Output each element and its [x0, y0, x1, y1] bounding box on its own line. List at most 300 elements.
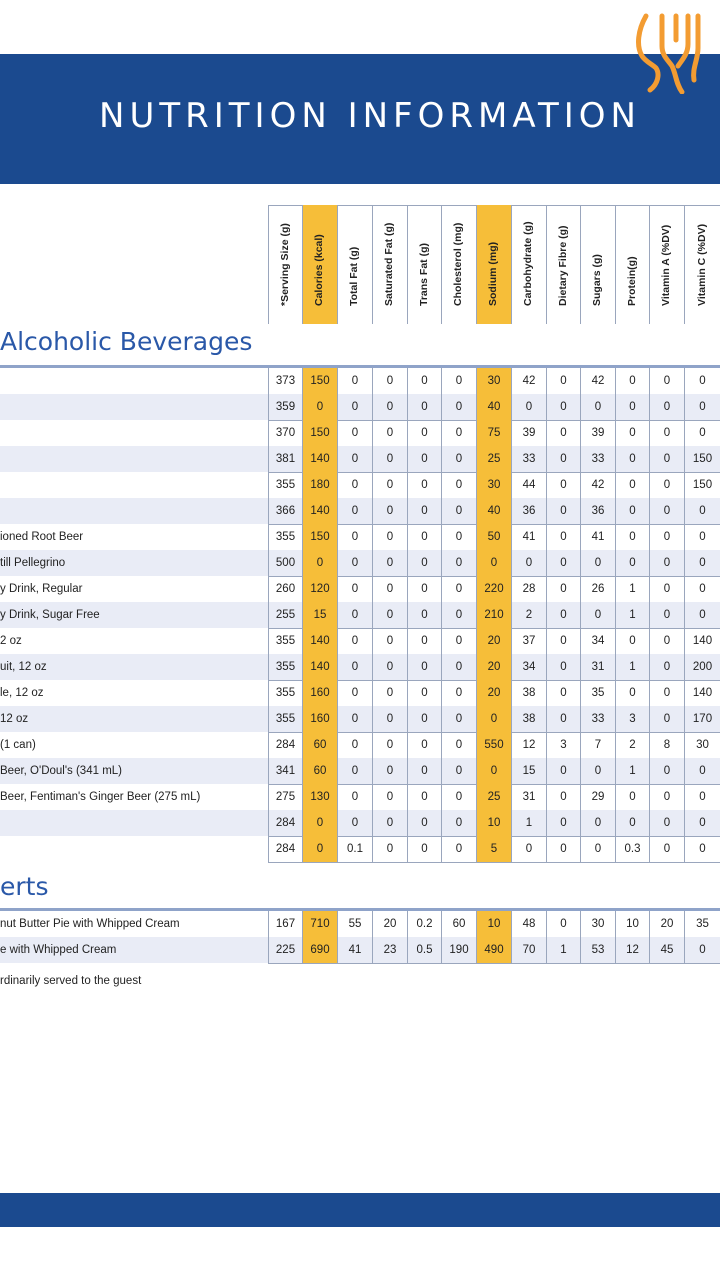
table-cell: 0 [649, 576, 684, 602]
table-cell: 0 [546, 524, 580, 550]
column-header-label: Trans Fat (g) [417, 242, 430, 306]
table-cell: 0 [372, 680, 407, 706]
table-cell: 0 [337, 628, 372, 654]
table-cell: 48 [511, 911, 546, 937]
table-cell: 0 [615, 628, 649, 654]
table-cell: 0.2 [407, 911, 441, 937]
table-cell: 0 [684, 368, 720, 394]
table-cell: 26 [580, 576, 615, 602]
table-cell: 0 [337, 550, 372, 576]
table-cell: 3 [546, 732, 580, 758]
table-cell: 42 [511, 368, 546, 394]
table-row [0, 680, 720, 706]
table-cell: 355 [268, 654, 302, 680]
table-cell: 20 [372, 911, 407, 937]
table-cell: 30 [476, 368, 511, 394]
table-cell: 0 [407, 472, 441, 498]
table-cell: 0 [546, 394, 580, 420]
table-cell: 0 [684, 836, 720, 862]
table-cell: 120 [302, 576, 337, 602]
table-cell: 0 [407, 368, 441, 394]
table-cell: 0 [649, 706, 684, 732]
table-cell: 0 [337, 368, 372, 394]
table-cell: 130 [302, 784, 337, 810]
table-cell: 5 [476, 836, 511, 862]
table-cell: 210 [476, 602, 511, 628]
table-cell: 0 [649, 836, 684, 862]
table-cell: 36 [511, 498, 546, 524]
table-cell: 0 [615, 446, 649, 472]
table-cell: 0 [441, 368, 476, 394]
item-name: uit, 12 oz [0, 661, 47, 673]
table-cell: 31 [511, 784, 546, 810]
table-cell: 150 [302, 524, 337, 550]
table-cell: 28 [511, 576, 546, 602]
table-cell: 0 [546, 368, 580, 394]
table-cell: 0 [372, 758, 407, 784]
table-cell: 41 [580, 524, 615, 550]
table-cell: 0 [337, 576, 372, 602]
table-cell: 0 [615, 810, 649, 836]
table-row [0, 732, 720, 758]
row-divider [268, 862, 720, 863]
table-cell: 0 [615, 550, 649, 576]
table-cell: 690 [302, 937, 337, 963]
table-cell: 0 [441, 420, 476, 446]
table-cell: 0 [407, 654, 441, 680]
table-cell: 0 [407, 394, 441, 420]
table-cell: 0 [407, 602, 441, 628]
table-cell: 0 [372, 524, 407, 550]
table-row [0, 472, 720, 498]
item-name: y Drink, Sugar Free [0, 609, 100, 621]
table-cell: 0 [407, 498, 441, 524]
table-cell: 0 [372, 472, 407, 498]
table-cell: 0 [615, 420, 649, 446]
table-cell: 75 [476, 420, 511, 446]
row-divider [268, 963, 720, 964]
table-cell: 0 [337, 784, 372, 810]
table-cell: 1 [615, 602, 649, 628]
table-cell: 0 [302, 394, 337, 420]
table-cell: 0 [649, 446, 684, 472]
table-cell: 180 [302, 472, 337, 498]
table-cell: 0 [372, 836, 407, 862]
table-cell: 0 [511, 394, 546, 420]
table-row [0, 628, 720, 654]
table-cell: 0 [441, 394, 476, 420]
table-cell: 200 [684, 654, 720, 680]
table-cell: 0 [302, 836, 337, 862]
table-cell: 41 [511, 524, 546, 550]
table-cell: 1 [546, 937, 580, 963]
table-cell: 0 [684, 602, 720, 628]
table-cell: 0 [372, 498, 407, 524]
table-cell: 0 [337, 446, 372, 472]
table-cell: 31 [580, 654, 615, 680]
table-cell: 36 [580, 498, 615, 524]
table-cell: 60 [302, 758, 337, 784]
table-cell: 0 [615, 680, 649, 706]
table-cell: 0 [372, 420, 407, 446]
table-cell: 0 [372, 602, 407, 628]
table-cell: 0 [580, 602, 615, 628]
table-cell: 2 [615, 732, 649, 758]
table-cell: 10 [476, 810, 511, 836]
table-cell: 500 [268, 550, 302, 576]
column-header-label: Vitamin C (%DV) [695, 223, 708, 306]
table-cell: 0 [649, 758, 684, 784]
table-cell: 355 [268, 680, 302, 706]
table-cell: 0 [372, 654, 407, 680]
table-cell: 160 [302, 680, 337, 706]
table-cell: 0 [546, 602, 580, 628]
table-cell: 0 [337, 602, 372, 628]
table-cell: 0 [337, 420, 372, 446]
table-cell: 10 [476, 911, 511, 937]
table-cell: 0 [372, 706, 407, 732]
page-title [0, 96, 720, 136]
table-cell: 0 [337, 472, 372, 498]
table-cell: 0 [649, 394, 684, 420]
table-cell: 355 [268, 524, 302, 550]
table-cell: 0 [441, 576, 476, 602]
table-cell: 170 [684, 706, 720, 732]
item-name: y Drink, Regular [0, 583, 83, 595]
table-cell: 1 [615, 654, 649, 680]
table-cell: 0 [337, 810, 372, 836]
table-row [0, 368, 720, 394]
table-cell: 373 [268, 368, 302, 394]
table-cell: 0 [649, 628, 684, 654]
table-cell: 0 [615, 472, 649, 498]
table-cell: 0 [441, 706, 476, 732]
table-cell: 41 [337, 937, 372, 963]
table-cell: 0 [372, 550, 407, 576]
table-cell: 0 [441, 472, 476, 498]
column-header [684, 205, 720, 324]
table-cell: 0 [337, 758, 372, 784]
table-cell: 1 [615, 576, 649, 602]
table-cell: 0 [649, 498, 684, 524]
table-cell: 0 [441, 784, 476, 810]
column-header-label: Protein(g) [625, 256, 638, 306]
table-row [0, 524, 720, 550]
item-name: nut Butter Pie with Whipped Cream [0, 918, 180, 930]
table-cell: 0 [407, 758, 441, 784]
table-cell: 0 [372, 368, 407, 394]
table-row [0, 446, 720, 472]
table-cell: 55 [337, 911, 372, 937]
table-cell: 355 [268, 706, 302, 732]
table-cell: 15 [302, 602, 337, 628]
column-header [302, 205, 337, 324]
table-cell: 255 [268, 602, 302, 628]
table-cell: 45 [649, 937, 684, 963]
table-cell: 0 [407, 680, 441, 706]
table-cell: 0 [476, 758, 511, 784]
table-cell: 359 [268, 394, 302, 420]
table-cell: 0 [546, 498, 580, 524]
table-cell: 33 [511, 446, 546, 472]
fork-logo-icon [632, 10, 704, 94]
item-name: 2 oz [0, 635, 22, 647]
item-name: Beer, O'Doul's (341 mL) [0, 765, 122, 777]
table-cell: 0 [615, 524, 649, 550]
table-cell: 50 [476, 524, 511, 550]
table-cell: 60 [302, 732, 337, 758]
column-header-label: Saturated Fat (g) [383, 222, 395, 306]
table-cell: 220 [476, 576, 511, 602]
table-cell: 0 [407, 784, 441, 810]
table-cell: 150 [302, 420, 337, 446]
table-cell: 20 [476, 680, 511, 706]
table-cell: 284 [268, 836, 302, 862]
table-cell: 0 [546, 706, 580, 732]
table-cell: 0 [684, 784, 720, 810]
table-cell: 0 [546, 550, 580, 576]
table-cell: 1 [511, 810, 546, 836]
column-header [407, 205, 441, 324]
table-cell: 0 [546, 472, 580, 498]
table-cell: 0 [407, 420, 441, 446]
table-cell: 0 [476, 706, 511, 732]
table-cell: 0 [580, 810, 615, 836]
table-cell: 39 [580, 420, 615, 446]
table-cell: 0 [302, 810, 337, 836]
table-cell: 284 [268, 732, 302, 758]
table-cell: 0 [372, 576, 407, 602]
table-cell: 0 [441, 836, 476, 862]
table-cell: 0 [441, 758, 476, 784]
table-cell: 12 [511, 732, 546, 758]
table-cell: 0 [511, 550, 546, 576]
table-cell: 0 [302, 550, 337, 576]
table-cell: 160 [302, 706, 337, 732]
table-cell: 35 [580, 680, 615, 706]
item-name: 12 oz [0, 713, 29, 725]
table-cell: 0 [649, 420, 684, 446]
table-cell: 0.1 [337, 836, 372, 862]
table-cell: 38 [511, 706, 546, 732]
table-cell: 140 [684, 680, 720, 706]
table-cell: 33 [580, 446, 615, 472]
table-cell: 0 [337, 680, 372, 706]
table-cell: 0 [546, 420, 580, 446]
table-cell: 0 [441, 654, 476, 680]
table-cell: 0 [684, 937, 720, 963]
column-header-label: Cholesterol (mg) [452, 222, 464, 306]
table-cell: 225 [268, 937, 302, 963]
table-cell: 0 [580, 394, 615, 420]
table-row [0, 654, 720, 680]
table-cell: 0 [372, 784, 407, 810]
table-cell: 12 [615, 937, 649, 963]
table-cell: 140 [302, 628, 337, 654]
table-cell: 0 [546, 836, 580, 862]
table-cell: 0 [615, 784, 649, 810]
table-cell: 15 [511, 758, 546, 784]
table-cell: 366 [268, 498, 302, 524]
table-row [0, 836, 720, 862]
table-cell: 20 [476, 628, 511, 654]
table-cell: 0 [546, 810, 580, 836]
table-cell: 25 [476, 446, 511, 472]
table-cell: 40 [476, 394, 511, 420]
item-name: (1 can) [0, 739, 36, 751]
item-name: e with Whipped Cream [0, 944, 117, 956]
column-header-label: Vitamin A (%DV) [660, 224, 672, 306]
table-cell: 140 [302, 498, 337, 524]
table-cell: 0 [372, 810, 407, 836]
table-cell: 0 [441, 628, 476, 654]
table-cell: 30 [684, 732, 720, 758]
table-cell: 0 [649, 810, 684, 836]
table-cell: 0 [337, 524, 372, 550]
table-cell: 0 [649, 524, 684, 550]
table-cell: 7 [580, 732, 615, 758]
table-cell: 0 [407, 524, 441, 550]
table-cell: 0 [684, 498, 720, 524]
column-header [372, 205, 407, 324]
table-cell: 0 [407, 576, 441, 602]
table-cell: 35 [684, 911, 720, 937]
table-row [0, 394, 720, 420]
table-cell: 370 [268, 420, 302, 446]
table-cell: 355 [268, 472, 302, 498]
column-header [476, 205, 511, 324]
table-cell: 0 [441, 498, 476, 524]
table-row [0, 937, 720, 963]
table-cell: 0 [407, 706, 441, 732]
table-cell: 0 [407, 446, 441, 472]
table-cell: 0 [441, 550, 476, 576]
table-cell: 710 [302, 911, 337, 937]
table-cell: 53 [580, 937, 615, 963]
table-cell: 0 [649, 680, 684, 706]
column-header-label: Calories (kcal) [313, 234, 325, 306]
table-cell: 0 [546, 680, 580, 706]
table-cell: 0 [546, 758, 580, 784]
table-cell: 0 [546, 911, 580, 937]
table-cell: 0 [337, 498, 372, 524]
table-cell: 1 [615, 758, 649, 784]
table-row [0, 576, 720, 602]
table-cell: 60 [441, 911, 476, 937]
table-cell: 355 [268, 628, 302, 654]
table-cell: 20 [476, 654, 511, 680]
table-cell: 150 [302, 368, 337, 394]
table-cell: 40 [476, 498, 511, 524]
table-cell: 0 [649, 368, 684, 394]
column-header [546, 205, 580, 324]
table-cell: 0 [649, 602, 684, 628]
table-cell: 42 [580, 368, 615, 394]
table-cell: 140 [684, 628, 720, 654]
table-cell: 0.3 [615, 836, 649, 862]
table-cell: 0 [546, 446, 580, 472]
table-cell: 0 [441, 446, 476, 472]
table-cell: 0 [407, 628, 441, 654]
table-cell: 0 [684, 576, 720, 602]
table-cell: 0 [372, 446, 407, 472]
column-header-label: Dietary Fibre (g) [556, 225, 569, 306]
table-cell: 42 [580, 472, 615, 498]
table-cell: 38 [511, 680, 546, 706]
table-cell: 260 [268, 576, 302, 602]
column-header [337, 205, 372, 324]
column-header-label: Sodium (mg) [487, 241, 499, 306]
table-cell: 0 [372, 394, 407, 420]
table-cell: 0 [441, 732, 476, 758]
table-cell: 140 [302, 654, 337, 680]
column-header-label: *Serving Size (g) [278, 223, 291, 306]
table-cell: 0 [337, 732, 372, 758]
item-name: ioned Root Beer [0, 531, 84, 543]
table-cell: 34 [511, 654, 546, 680]
table-cell: 0 [441, 680, 476, 706]
table-cell: 30 [476, 472, 511, 498]
table-cell: 0 [337, 654, 372, 680]
table-cell: 0 [684, 810, 720, 836]
table-row [0, 784, 720, 810]
table-cell: 0 [615, 368, 649, 394]
table-cell: 34 [580, 628, 615, 654]
table-cell: 0 [407, 836, 441, 862]
table-row [0, 550, 720, 576]
table-cell: 3 [615, 706, 649, 732]
table-cell: 0 [372, 732, 407, 758]
table-cell: 0 [337, 706, 372, 732]
table-cell: 0 [649, 550, 684, 576]
table-cell: 0 [511, 836, 546, 862]
table-cell: 0 [441, 524, 476, 550]
table-cell: 284 [268, 810, 302, 836]
item-name: le, 12 oz [0, 687, 44, 699]
table-row [0, 758, 720, 784]
table-cell: 0 [649, 784, 684, 810]
page-title-text: NUTRITION INFORMATION [99, 96, 641, 136]
table-cell: 39 [511, 420, 546, 446]
table-cell: 8 [649, 732, 684, 758]
column-header [649, 205, 684, 324]
column-header-label: Sugars (g) [591, 254, 603, 306]
table-cell: 0 [580, 550, 615, 576]
table-cell: 23 [372, 937, 407, 963]
table-cell: 490 [476, 937, 511, 963]
column-header [268, 205, 302, 324]
table-cell: 0 [615, 498, 649, 524]
table-cell: 0.5 [407, 937, 441, 963]
table-cell: 0 [546, 784, 580, 810]
table-cell: 0 [684, 758, 720, 784]
table-cell: 10 [615, 911, 649, 937]
table-cell: 25 [476, 784, 511, 810]
table-cell: 0 [441, 602, 476, 628]
table-cell: 381 [268, 446, 302, 472]
column-header-label: Total Fat (g) [348, 246, 360, 306]
column-header [615, 205, 649, 324]
table-cell: 0 [580, 758, 615, 784]
item-name: till Pellegrino [0, 557, 66, 569]
table-row [0, 602, 720, 628]
table-row [0, 420, 720, 446]
table-cell: 29 [580, 784, 615, 810]
section-title: Alcoholic Beverages [0, 327, 253, 356]
table-cell: 190 [441, 937, 476, 963]
table-cell: 0 [546, 654, 580, 680]
table-row [0, 810, 720, 836]
